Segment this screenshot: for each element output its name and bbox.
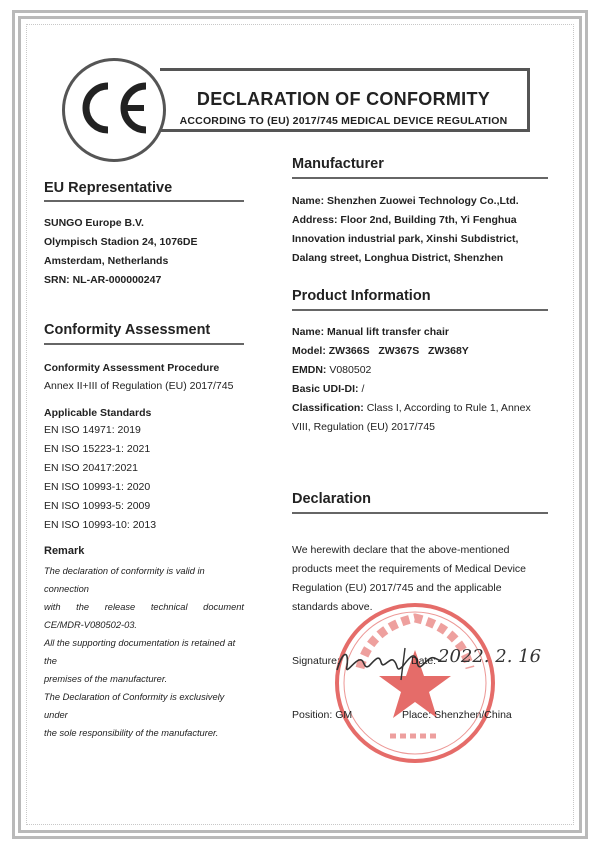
ce-mark-icon (76, 78, 152, 138)
standard-item: EN ISO 15223-1: 2021 (44, 443, 151, 455)
product-udi-row (292, 380, 552, 399)
manufacturer-line: Name: Shenzhen Zuowei Technology Co.,Ltd. (292, 195, 519, 207)
product-emdn-label: EMDN: (292, 364, 327, 376)
eu-rep-line: Olympisch Stadion 24, 1076DE (44, 236, 198, 248)
product-emdn-row (292, 361, 552, 380)
document-subtitle: ACCORDING TO (EU) 2017/745 MEDICAL DEVICE REGULATION (179, 115, 508, 127)
manufacturer-line: Innovation industrial park, Xinshi Subdistrict, (292, 233, 519, 245)
product-class-value-cont: VIII, Regulation (EU) 2017/745 (292, 421, 436, 433)
procedure-value: Annex II+III of Regulation (EU) 2017/745 (44, 380, 234, 392)
product-name-value: Manual lift transfer chair (327, 326, 449, 338)
declaration-rule (292, 512, 548, 514)
manufacturer-rule (292, 177, 548, 179)
position-label: Position: GM (292, 709, 353, 721)
product-class-label: Classification: (292, 402, 364, 414)
standards-label: Applicable Standards (44, 407, 152, 419)
eu-rep-rule (44, 200, 244, 202)
declaration-heading: Declaration (292, 491, 371, 507)
conformity-heading: Conformity Assessment (44, 322, 211, 338)
product-class-row (292, 399, 552, 418)
standard-item: EN ISO 10993-10: 2013 (44, 519, 157, 531)
product-name-row (292, 323, 552, 342)
product-model-label: Model: (292, 345, 326, 357)
standard-item: EN ISO 14971: 2019 (44, 424, 141, 436)
eu-rep-heading: EU Representative (44, 180, 173, 196)
product-rule (292, 309, 548, 311)
product-model-value: ZW366S ZW367S ZW368Y (328, 345, 469, 357)
title-banner (160, 68, 530, 132)
product-heading: Product Information (292, 288, 431, 304)
manufacturer-block (292, 192, 519, 268)
product-class-value: Class I, According to Rule 1, Annex (366, 402, 531, 414)
product-udi-value: / (361, 383, 365, 395)
declaration-line: products meet the requirements of Medical Device (292, 563, 527, 575)
conformity-rule (44, 343, 244, 345)
remark-line: The declaration of conformity is valid in connection (44, 566, 205, 594)
remark-heading: Remark (44, 545, 85, 557)
declaration-line: We herewith declare that the above-mentioned (292, 544, 510, 556)
handwritten-date: 2022. 2. 16 (438, 646, 542, 667)
signature-label: Signature: (292, 655, 340, 667)
standard-item: EN ISO 10993-1: 2020 (44, 481, 151, 493)
declaration-line: standards above. (292, 601, 373, 613)
standards-list (44, 421, 156, 535)
remark-line: with the release technical document (44, 602, 244, 612)
product-name-label: Name: (292, 326, 325, 338)
remark-line: The Declaration of Conformity is exclusively under (44, 692, 225, 720)
eu-rep-block (44, 214, 197, 290)
product-block (292, 323, 552, 437)
procedure-label: Conformity Assessment Procedure (44, 362, 220, 374)
eu-rep-line: SRN: NL-AR-000000247 (44, 274, 162, 286)
remark-line: premises of the manufacturer. (44, 674, 168, 684)
document-title: DECLARATION OF CONFORMITY (196, 89, 491, 109)
standard-item: EN ISO 20417:2021 (44, 462, 138, 474)
eu-rep-line: Amsterdam, Netherlands (44, 255, 169, 267)
date-label: Date: (411, 655, 437, 667)
place-label: Place: Shenzhen/China (402, 709, 512, 721)
manufacturer-line: Dalang street, Longhua District, Shenzhen (292, 252, 504, 264)
remark-line: CE/MDR-V080502-03. (44, 620, 138, 630)
remark-block (44, 562, 244, 742)
remark-line: the sole responsibility of the manufacturer. (44, 728, 219, 738)
product-udi-label: Basic UDI-DI: (292, 383, 359, 395)
product-emdn-value: V080502 (329, 364, 372, 376)
manufacturer-heading: Manufacturer (292, 156, 384, 172)
standard-item: EN ISO 10993-5: 2009 (44, 500, 151, 512)
remark-line: All the supporting documentation is retained at the (44, 638, 236, 666)
declaration-line: Regulation (EU) 2017/745 and the applicable (292, 582, 502, 594)
eu-rep-line: SUNGO Europe B.V. (44, 217, 144, 229)
manufacturer-line: Address: Floor 2nd, Building 7th, Yi Fenghua (292, 214, 517, 226)
product-model-row (292, 342, 552, 361)
